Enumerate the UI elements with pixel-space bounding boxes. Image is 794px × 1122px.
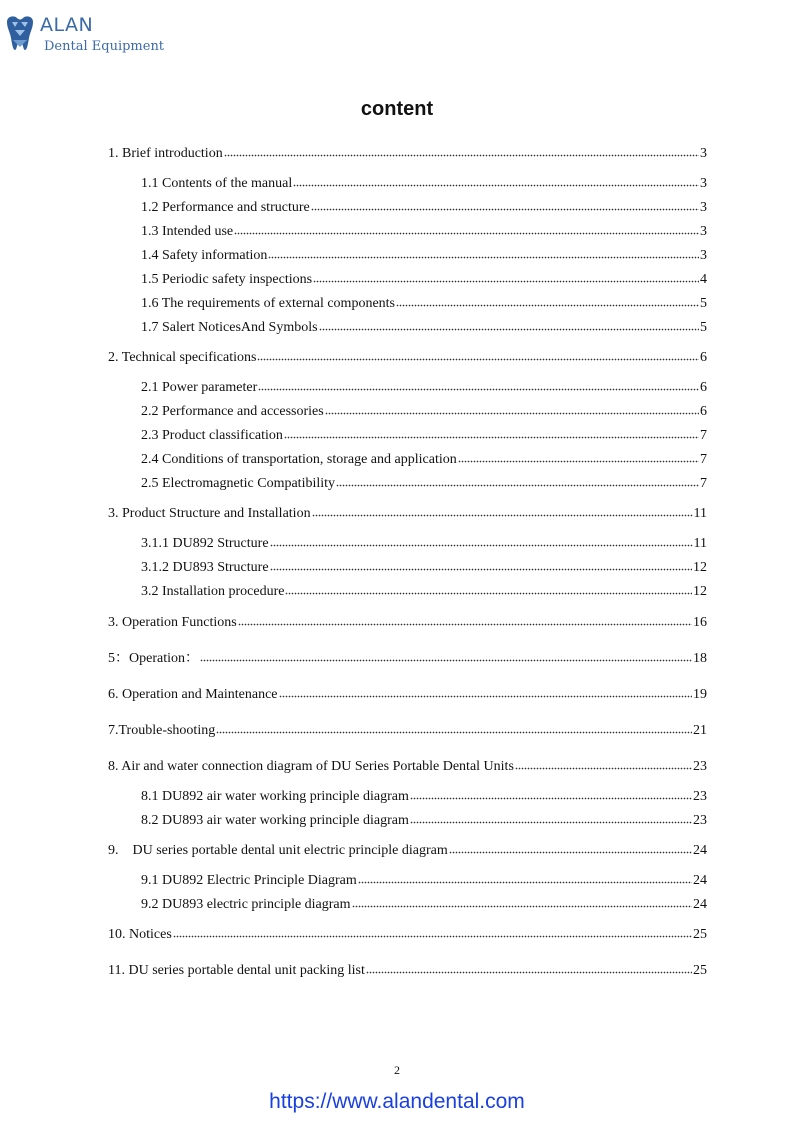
page-number: 2 — [394, 1063, 400, 1077]
toc-entry-title: 10. Notices — [108, 927, 172, 942]
toc-entry-title: 1.3 Intended use — [141, 224, 234, 239]
toc-entry[interactable] — [141, 379, 707, 397]
toc-entry-title: 1.1 Contents of the manual — [141, 176, 293, 191]
website-link[interactable]: https://www.alandental.com — [269, 1090, 525, 1113]
dot-leader — [366, 970, 692, 974]
toc-entry-page: 7 — [700, 452, 707, 467]
toc-entry-page: 21 — [693, 723, 707, 738]
toc-entry[interactable] — [108, 614, 707, 632]
toc-entry-title: 1.5 Periodic safety inspections — [141, 272, 313, 287]
toc-entry[interactable] — [141, 475, 707, 493]
toc-entry[interactable] — [141, 812, 707, 830]
toc-entry[interactable] — [141, 896, 707, 914]
toc-entry[interactable] — [141, 403, 707, 421]
toc-entry-page: 6 — [700, 350, 707, 365]
toc-entry[interactable] — [108, 758, 707, 776]
toc-entry-page: 7 — [700, 476, 707, 491]
toc-entry-page: 6 — [700, 380, 707, 395]
toc-entry-page: 16 — [693, 615, 707, 630]
toc-entry-title: 2.1 Power parameter — [141, 380, 258, 395]
toc-entry-title: 1.6 The requirements of external components — [141, 296, 395, 311]
dot-leader — [352, 904, 692, 908]
toc-entry[interactable] — [141, 583, 707, 601]
toc-entry-page: 3 — [700, 248, 707, 263]
dot-leader — [325, 411, 699, 415]
toc-entry-page: 6 — [700, 404, 707, 419]
dot-leader — [293, 183, 699, 187]
dot-leader — [224, 153, 699, 157]
toc-entry-title: 9.1 DU892 Electric Principle Diagram — [141, 873, 357, 888]
dot-leader — [200, 658, 692, 662]
dot-leader — [173, 934, 692, 938]
toc-entry-title: 8.1 DU892 air water working principle diagram — [141, 789, 409, 804]
dot-leader — [410, 820, 692, 824]
toc-entry[interactable] — [141, 788, 707, 806]
toc-entry[interactable] — [141, 271, 707, 289]
toc-entry-page: 25 — [693, 963, 707, 978]
dot-leader — [449, 850, 692, 854]
toc-entry-title: 2.2 Performance and accessories — [141, 404, 324, 419]
toc-entry-page: 3 — [700, 146, 707, 161]
page-title: content — [360, 98, 434, 120]
toc-entry-title: 1.2 Performance and structure — [141, 200, 310, 215]
toc-entry[interactable] — [141, 295, 707, 313]
dot-leader — [268, 255, 699, 259]
toc-entry-page: 23 — [693, 759, 707, 774]
toc-entry-page: 3 — [700, 224, 707, 239]
dot-leader — [279, 694, 693, 698]
toc-entry-title: 3.1.2 DU893 Structure — [141, 560, 269, 575]
toc-entry[interactable] — [141, 175, 707, 193]
logo-brand-text: ALAN — [40, 14, 94, 36]
toc-entry-page: 24 — [693, 897, 707, 912]
toc-entry-title: 3. Operation Functions — [108, 615, 237, 630]
toc-entry[interactable] — [108, 686, 707, 704]
toc-entry[interactable] — [108, 505, 707, 523]
toc-entry-page: 4 — [700, 272, 707, 287]
toc-entry-title: 1.7 Salert NoticesAnd Symbols — [141, 320, 318, 335]
toc-entry-title: 3.2 Installation procedure — [141, 584, 285, 599]
dot-leader — [238, 622, 692, 626]
dot-leader — [270, 543, 693, 547]
toc-entry[interactable] — [108, 349, 707, 367]
toc-entry-page: 11 — [693, 506, 707, 521]
toc-entry[interactable] — [141, 451, 707, 469]
toc-entry-page: 5 — [700, 320, 707, 335]
toc-entry[interactable] — [108, 650, 707, 668]
toc-entry-page: 23 — [693, 813, 707, 828]
dot-leader — [410, 796, 692, 800]
toc-entry-title: 3.1.1 DU892 Structure — [141, 536, 269, 551]
dot-leader — [216, 730, 692, 734]
toc-entry-title: 1.4 Safety information — [141, 248, 268, 263]
toc-entry[interactable] — [141, 247, 707, 265]
dot-leader — [358, 880, 692, 884]
dot-leader — [336, 483, 699, 487]
toc-entry-page: 25 — [693, 927, 707, 942]
toc-entry[interactable] — [108, 962, 707, 980]
toc-entry-title: 11. DU series portable dental unit packing list — [108, 963, 365, 978]
dot-leader — [458, 459, 699, 463]
toc-entry[interactable] — [108, 842, 707, 860]
dot-leader — [284, 435, 699, 439]
toc-entry[interactable] — [141, 199, 707, 217]
dot-leader — [396, 303, 699, 307]
toc-entry-title: 8.2 DU893 air water working principle diagram — [141, 813, 409, 828]
toc-entry-title: 1. Brief introduction — [108, 146, 223, 161]
toc-entry-page: 11 — [693, 536, 707, 551]
toc-entry-page: 24 — [693, 843, 707, 858]
toc-entry-page: 24 — [693, 873, 707, 888]
toc-entry-page: 12 — [693, 584, 707, 599]
company-logo — [4, 14, 174, 60]
toc-entry-title: 7.Trouble-shooting — [108, 723, 216, 738]
toc-entry[interactable] — [108, 145, 707, 163]
dot-leader — [313, 279, 699, 283]
toc-entry-title: 2.3 Product classification — [141, 428, 283, 443]
toc-entry-title: 3. Product Structure and Installation — [108, 506, 311, 521]
toc-entry[interactable] — [108, 926, 707, 944]
toc-entry-page: 3 — [700, 176, 707, 191]
toc-entry-title: 2.4 Conditions of transportation, storage and application — [141, 452, 457, 467]
toc-entry-title: 9.2 DU893 electric principle diagram — [141, 897, 351, 912]
dot-leader — [285, 591, 692, 595]
dot-leader — [311, 207, 699, 211]
toc-entry[interactable] — [141, 223, 707, 241]
toc-entry-title: 8. Air and water connection diagram of DU Series Portable Dental Units — [108, 759, 514, 774]
toc-entry-page: 18 — [693, 651, 707, 666]
dot-leader — [258, 387, 699, 391]
toc-entry-title: 5：Operation： — [108, 651, 199, 666]
toc-entry-page: 23 — [693, 789, 707, 804]
toc-entry-title: 6. Operation and Maintenance — [108, 687, 278, 702]
dot-leader — [270, 567, 692, 571]
toc-entry-page: 7 — [700, 428, 707, 443]
toc-entry-title: 2. Technical specifications — [108, 350, 257, 365]
toc-entry[interactable] — [141, 427, 707, 445]
dot-leader — [515, 766, 692, 770]
toc-entry-title: 9. DU series portable dental unit electric principle diagram — [108, 843, 448, 858]
tooth-logo-icon — [4, 14, 40, 54]
toc-entry-page: 3 — [700, 200, 707, 215]
dot-leader — [257, 357, 699, 361]
toc-entry[interactable] — [141, 559, 707, 577]
toc-entry-page: 5 — [700, 296, 707, 311]
dot-leader — [319, 327, 699, 331]
toc-entry[interactable] — [141, 872, 707, 890]
toc-entry[interactable] — [141, 535, 707, 553]
toc-entry-page: 12 — [693, 560, 707, 575]
dot-leader — [312, 513, 693, 517]
toc-entry-title: 2.5 Electromagnetic Compatibility — [141, 476, 336, 491]
toc-entry-page: 19 — [693, 687, 707, 702]
logo-tagline-text: Dental Equipment — [44, 39, 165, 54]
toc-entry[interactable] — [141, 319, 707, 337]
toc-entry[interactable] — [108, 722, 707, 740]
dot-leader — [234, 231, 699, 235]
